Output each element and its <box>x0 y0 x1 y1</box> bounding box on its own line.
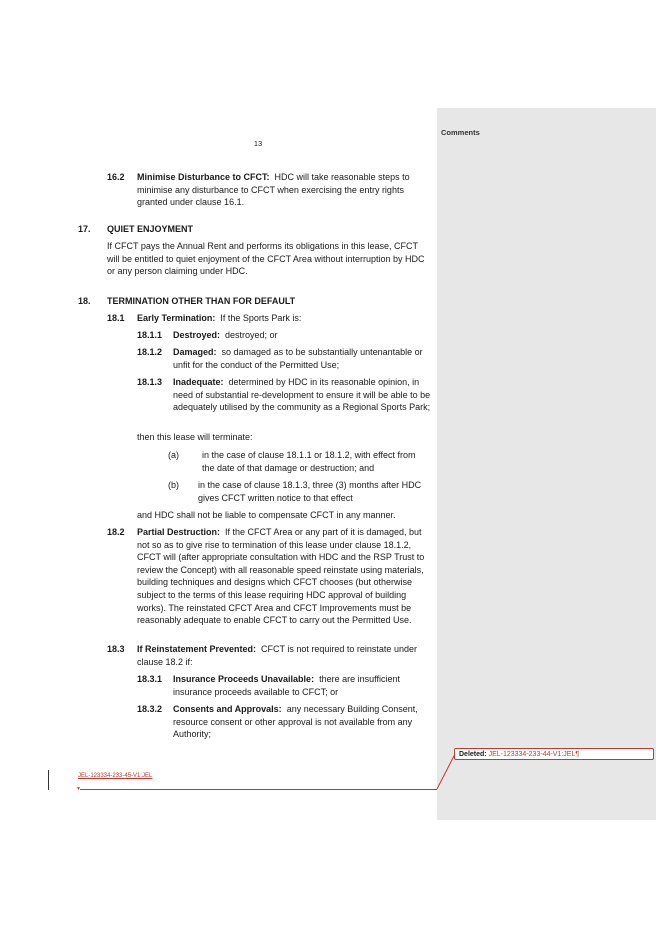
clause-18-1-1-text: destroyed; or <box>225 330 278 340</box>
clause-18-1-1-heading: Destroyed: <box>173 330 221 340</box>
clause-18-1-2-number: 18.1.2 <box>137 347 163 357</box>
deleted-comment-balloon[interactable] <box>454 748 654 760</box>
clause-17-number: 17. <box>78 224 91 234</box>
comments-pane <box>437 108 656 820</box>
clause-18-3-number: 18.3 <box>107 644 125 654</box>
clause-18-1-number: 18.1 <box>107 313 125 323</box>
clause-18-3-2-heading: Consents and Approvals: <box>173 704 282 714</box>
clause-18-3-1-number: 18.3.1 <box>137 674 163 684</box>
clause-18-1-2-text: so damaged as to be substantially untenantable or unfit for the conduct of the Permitted Use; <box>173 347 423 370</box>
clause-18-heading: TERMINATION OTHER THAN FOR DEFAULT <box>107 296 296 306</box>
clause-16-2-heading: Minimise Disturbance to CFCT: <box>137 172 270 182</box>
clause-16-2-text: HDC will take reasonable steps to minimise any disturbance to CFCT when exercising the entry rights granted under clause 16.1. <box>137 172 410 208</box>
item-b-label: (b) <box>168 480 179 490</box>
deleted-value: JEL-123334-233-44-V1:JEL¶ <box>488 751 580 758</box>
clause-18-1-2-heading: Damaged: <box>173 347 217 357</box>
clause-18-2-text: If the CFCT Area or any part of it is damaged, but not so as to give rise to termination of this lease under clause 18.1.2, CFCT will (after appropriate consultation with HDC and the RSP Trust to review the Concept) with all reasonable speed reinstate using materials, building techniques and designs which CFCT chooses (but otherwise subject to the terms of this lease requiring HDC approval of building works). The reinstated CFCT Area and CFCT Improvements must be reasonably adequate to enable CFCT to carry out the Permitted Use. <box>137 527 425 626</box>
clause-18-3-2-number: 18.3.2 <box>137 704 163 714</box>
item-b-text: in the case of clause 18.1.3, three (3) months after HDC gives CFCT written notice to that effect <box>198 480 422 503</box>
clause-18-1-text: If the Sports Park is: <box>220 313 302 323</box>
comment-leader-line <box>80 789 437 790</box>
comments-pane-header: Comments <box>441 128 480 137</box>
clause-18-1-3-text: determined by HDC in its reasonable opinion, in need of substantial re-development to ensure it will be able to be adequately utilised by the community as a Regional Sports Park; <box>173 377 431 413</box>
clause-18-1 <box>137 312 427 325</box>
clause-16-2-number: 16.2 <box>107 172 125 182</box>
clause-16-2 <box>137 171 417 209</box>
comment-leader-diagonal <box>436 752 456 790</box>
clause-18-3-1 <box>173 673 431 698</box>
clause-18-2-heading: Partial Destruction: <box>137 527 221 537</box>
clause-18-1-3-heading: Inadequate: <box>173 377 224 387</box>
clause-17-text: If CFCT pays the Annual Rent and performs its obligations in this lease, CFCT will be entitled to quiet enjoyment of the CFCT Area without interruption by HDC or any person claiming under HDC. <box>107 241 425 277</box>
clause-18-1-3-number: 18.1.3 <box>137 377 163 387</box>
clause-18-3-1-text: there are insufficient insurance proceeds available to CFCT; or <box>173 674 400 697</box>
clause-18-1-1-number: 18.1.1 <box>137 330 163 340</box>
clause-18-3 <box>137 643 429 668</box>
clause-18-3-2 <box>173 703 433 741</box>
clause-18-3-2-text: any necessary Building Consent, resource consent or other approval is not available from any Authority; <box>173 704 418 740</box>
hdc-liability-text: and HDC shall not be liable to compensate CFCT in any manner. <box>137 510 396 520</box>
clause-18-number: 18. <box>78 296 91 306</box>
clause-17-heading: QUIET ENJOYMENT <box>107 224 194 234</box>
footer-doc-code: JEL-123334-233-45-V1:JEL <box>78 773 153 779</box>
clause-18-1-1 <box>173 329 433 342</box>
clause-18-1-2 <box>173 346 433 371</box>
deleted-label: Deleted: <box>459 751 487 758</box>
clause-18-1-3 <box>173 376 433 414</box>
item-a-label: (a) <box>168 450 179 460</box>
change-bar <box>48 770 49 790</box>
revision-anchor-icon: ▼ <box>76 786 81 792</box>
clause-18-3-heading: If Reinstatement Prevented: <box>137 644 257 654</box>
clause-18-2-number: 18.2 <box>107 527 125 537</box>
clause-18-1-heading: Early Termination: <box>137 313 216 323</box>
page-number: 13 <box>253 139 263 148</box>
item-a-text: in the case of clause 18.1.1 or 18.1.2, with effect from the date of that damage or destruction; and <box>202 450 416 473</box>
clause-18-3-1-heading: Insurance Proceeds Unavailable: <box>173 674 315 684</box>
clause-18-3-text: CFCT is not required to reinstate under clause 18.2 if: <box>137 644 417 667</box>
clause-18-2 <box>137 526 430 627</box>
then-text: then this lease will terminate: <box>137 432 253 442</box>
